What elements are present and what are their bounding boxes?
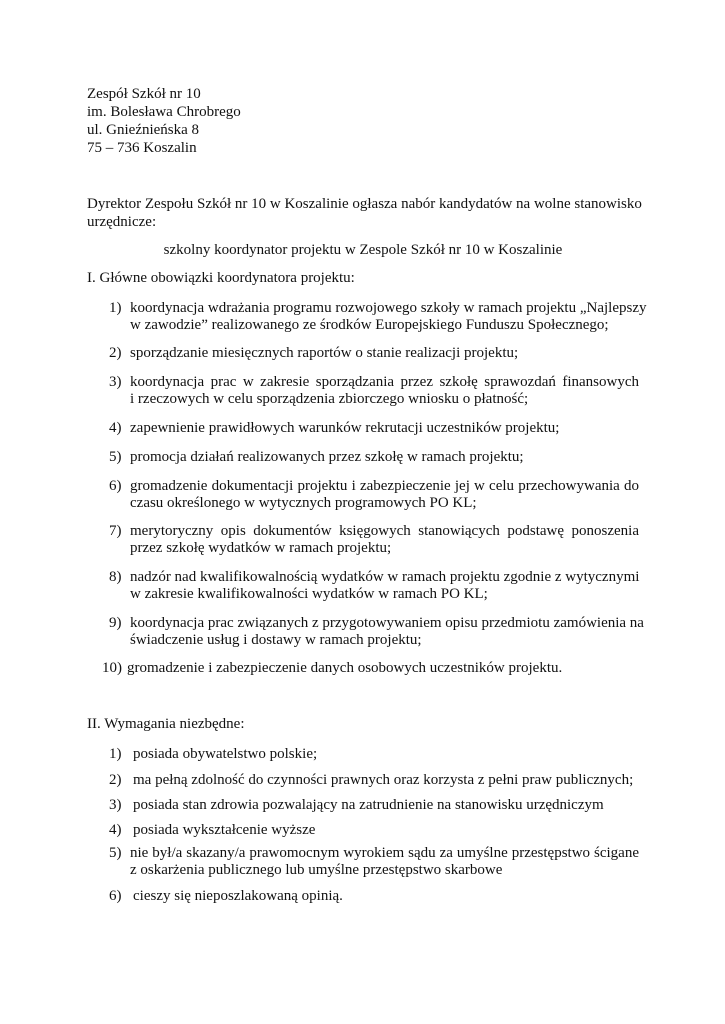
- list-item-number: 10): [102, 660, 122, 676]
- list-item-number: 9): [109, 615, 122, 631]
- list-item-text-cont: w zakresie kwalifikowalności wydatków w ramach PO KL;: [130, 586, 488, 602]
- list-item-text: zapewnienie prawidłowych warunków rekrutacji uczestników projektu;: [130, 420, 560, 436]
- list-item-text-cont: z oskarżenia publicznego lub umyślne przestępstwo skarbowe: [130, 862, 503, 878]
- list-item-text: posiada wykształcenie wyższe: [133, 822, 316, 838]
- address-line-street: ul. Gnieźnieńska 8: [87, 122, 200, 138]
- list-item-text: ma pełną zdolność do czynności prawnych oraz korzysta z pełni praw publicznych;: [133, 772, 634, 788]
- list-item-number: 7): [109, 523, 122, 539]
- list-item-number: 4): [109, 822, 122, 838]
- list-item-text-cont: i rzeczowych w celu sporządzenia zbiorczego wniosku o płatność;: [130, 391, 529, 407]
- intro-line-2: urzędnicze:: [87, 214, 157, 230]
- list-item-text-cont: w zawodzie” realizowanego ze środków Europejskiego Funduszu Społecznego;: [130, 317, 609, 333]
- list-item-number: 6): [109, 478, 122, 494]
- list-item-text: posiada obywatelstwo polskie;: [133, 746, 318, 762]
- list-item-text: nadzór nad kwalifikowalnością wydatków w ramach projektu zgodnie z wytycznymi: [130, 569, 640, 585]
- list-item-text: posiada stan zdrowia pozwalający na zatrudnienie na stanowisku urzędniczym: [133, 797, 604, 813]
- address-line-school: Zespół Szkół nr 10: [87, 86, 201, 102]
- position-title: szkolny koordynator projektu w Zespole Szkół nr 10 w Koszalinie: [163, 242, 563, 258]
- list-item-number: 2): [109, 345, 122, 361]
- list-item-number: 4): [109, 420, 122, 436]
- list-item-number: 6): [109, 888, 122, 904]
- list-item-number: 3): [109, 374, 122, 390]
- section-1-heading: I. Główne obowiązki koordynatora projektu:: [87, 270, 355, 286]
- list-item-text: sporządzanie miesięcznych raportów o stanie realizacji projektu;: [130, 345, 519, 361]
- list-item-text: gromadzenie i zabezpieczenie danych osobowych uczestników projektu.: [127, 660, 563, 676]
- list-item-number: 1): [109, 300, 122, 316]
- list-item-number: 1): [109, 746, 122, 762]
- list-item-number: 2): [109, 772, 122, 788]
- intro-line-1: Dyrektor Zespołu Szkół nr 10 w Koszalinie ogłasza nabór kandydatów na wolne stanowisko: [87, 196, 642, 212]
- list-item-text: nie był/a skazany/a prawomocnym wyrokiem sądu za umyślne przestępstwo ścigane: [130, 845, 639, 861]
- address-line-patron: im. Bolesława Chrobrego: [87, 104, 241, 120]
- list-item-number: 5): [109, 449, 122, 465]
- list-item-text: koordynacja prac związanych z przygotowywaniem opisu przedmiotu zamówienia na: [130, 615, 644, 631]
- list-item-text-cont: czasu określonego w wytycznych programowych PO KL;: [130, 495, 477, 511]
- list-item-text-cont: przez szkołę wydatków w ramach projektu;: [130, 540, 392, 556]
- address-line-city: 75 – 736 Koszalin: [87, 140, 197, 156]
- list-item-text: promocja działań realizowanych przez szkołę w ramach projektu;: [130, 449, 524, 465]
- section-2-heading: II. Wymagania niezbędne:: [87, 716, 245, 732]
- list-item-text: cieszy się nieposzlakowaną opinią.: [133, 888, 343, 904]
- list-item-number: 8): [109, 569, 122, 585]
- list-item-number: 3): [109, 797, 122, 813]
- list-item-text: koordynacja prac w zakresie sporządzania przez szkołę sprawozdań finansowych: [130, 374, 639, 390]
- list-item-text-cont: świadczenie usług i dostawy w ramach projektu;: [130, 632, 422, 648]
- list-item-text: koordynacja wdrażania programu rozwojowego szkoły w ramach projektu „Najlepszy: [130, 300, 647, 316]
- list-item-text: merytoryczny opis dokumentów księgowych stanowiących podstawę ponoszenia: [130, 523, 639, 539]
- list-item-number: 5): [109, 845, 122, 861]
- list-item-text: gromadzenie dokumentacji projektu i zabezpieczenie jej w celu przechowywania do: [130, 478, 639, 494]
